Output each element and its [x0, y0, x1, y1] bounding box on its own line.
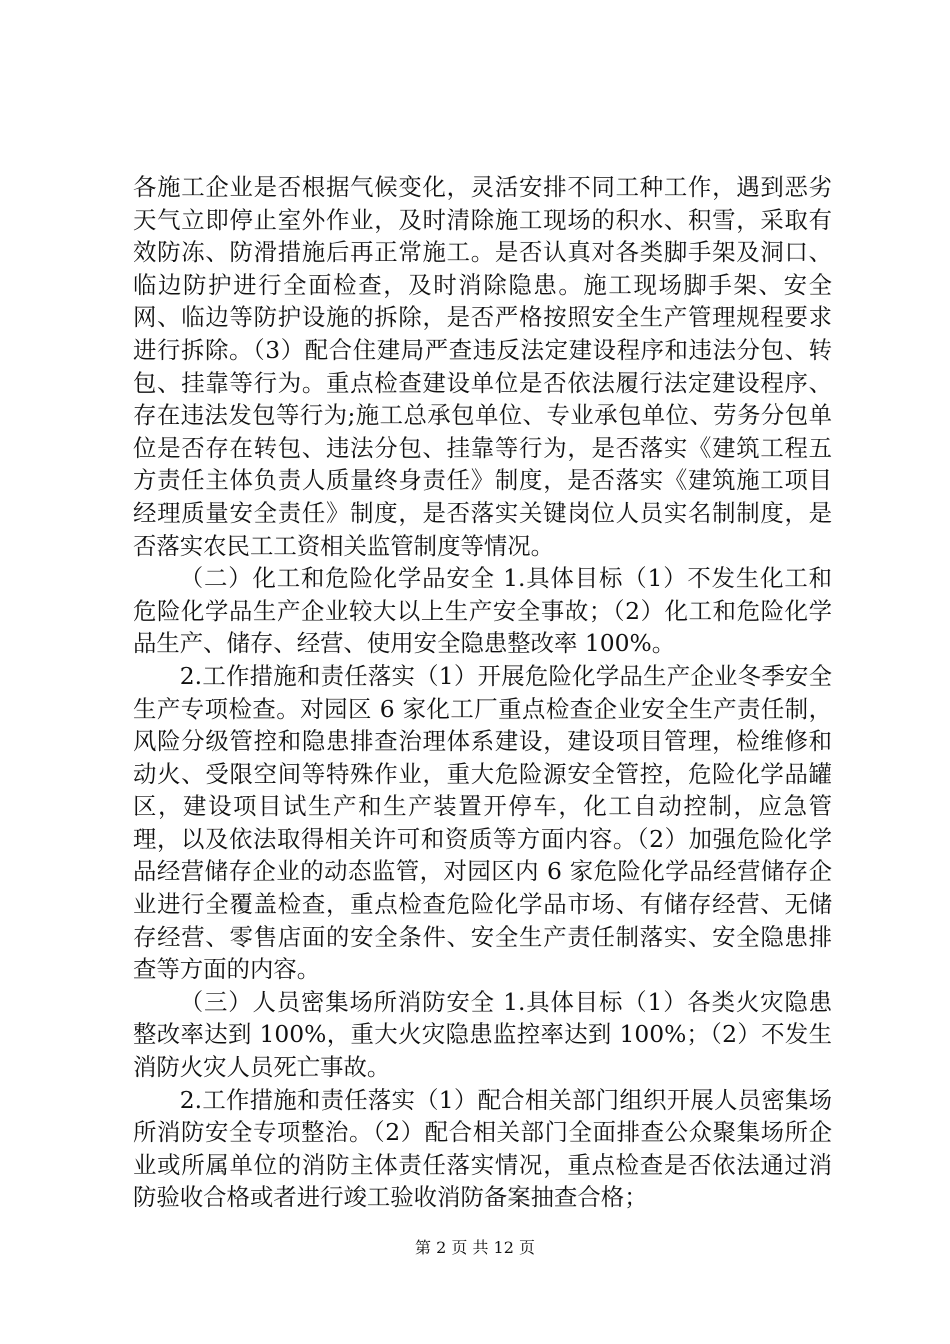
- paragraph-fire-safety-measures: 2.工作措施和责任落实（1）配合相关部门组织开展人员密集场所消防安全专项整治。（2）配合相关部门全面排查公众聚集场所企业或所属单位的消防主体责任落实情况，重点检查是否依法通过消防验收合格或者进行竣工验收消防备案抽查合格；: [133, 1085, 832, 1212]
- paragraph-chemical-safety-goals: （二）化工和危险化学品安全 1.具体目标（1）不发生化工和危险化学品生产企业较大以上生产安全事故；（2）化工和危险化学品生产、储存、经营、使用安全隐患整改率 100%。: [133, 564, 832, 658]
- document-body: [133, 171, 832, 1214]
- paragraph-fire-safety-goals: （三）人员密集场所消防安全 1.具体目标（1）各类火灾隐患整改率达到 100%，重大火灾隐患监控率达到 100%；（2）不发生消防火灾人员死亡事故。: [133, 987, 832, 1082]
- paragraph-chemical-safety-measures: 2.工作措施和责任落实（1）开展危险化学品生产企业冬季安全生产专项检查。对园区 6 家化工厂重点检查企业安全生产责任制，风险分级管控和隐患排查治理体系建设，建设项目管理，检维修和动火、受限空间等特殊作业，重大危险源安全管控，危险化学品罐区，建设项目试生产和生产装置开停车，化工自动控制，应急管理，以及依法取得相关许可和资质等方面内容。（2）加强危险化学品经营储存企业的动态监管，对园区内 6 家危险化学品经营储存企业进行全覆盖检查，重点检查危险化学品市场、有储存经营、无储存经营、零售店面的安全条件、安全生产责任制落实、安全隐患排查等方面的内容。: [133, 661, 832, 984]
- paragraph-construction-checks: 各施工企业是否根据气候变化，灵活安排不同工种工作，遇到恶劣天气立即停止室外作业，及时清除施工现场的积水、积雪，采取有效防冻、防滑措施后再正常施工。是否认真对各类脚手架及洞口、临边防护进行全面检查，及时消除隐患。施工现场脚手架、安全网、临边等防护设施的拆除，是否严格按照安全生产管理规程要求进行拆除。（3）配合住建局严查违反法定建设程序和违法分包、转包、挂靠等行为。重点检查建设单位是否依法履行法定建设程序、存在违法发包等行为;施工总承包单位、专业承包单位、劳务分包单位是否存在转包、违法分包、挂靠等行为，是否落实《建筑工程五方责任主体负责人质量终身责任》制度，是否落实《建筑施工项目经理质量安全责任》制度，是否落实关键岗位人员实名制制度，是否落实农民工工资相关监管制度等情况。: [133, 173, 832, 560]
- page-number-footer: 第 2 页 共 12 页: [415, 1238, 535, 1257]
